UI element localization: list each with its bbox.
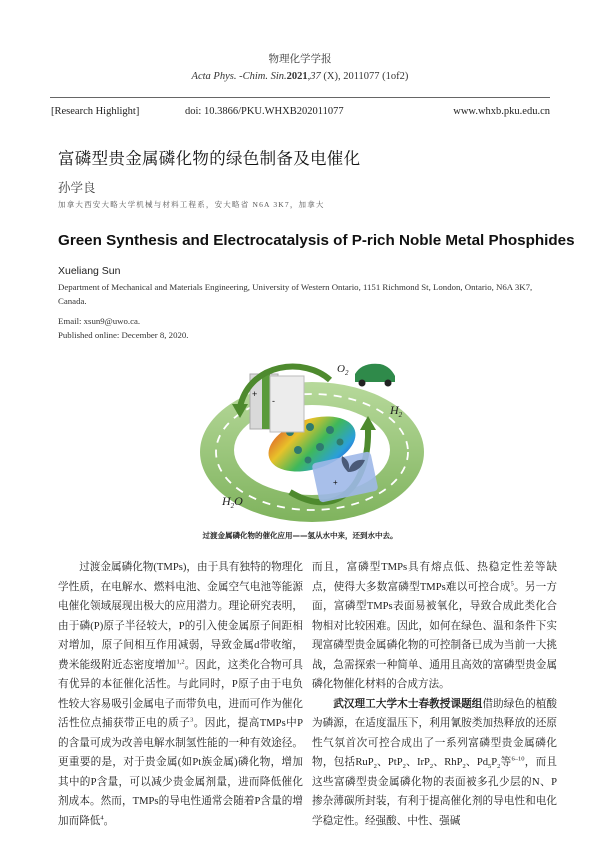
label-o2: $O_2$ xyxy=(337,363,349,377)
journal-volume: 37 xyxy=(310,71,321,82)
panel-plus-sign: + xyxy=(333,478,338,487)
article-type: [Research Highlight] xyxy=(51,106,140,117)
title-cn: 富磷型贵金属磷化物的绿色制备及电催化 xyxy=(58,149,361,168)
graphical-figure xyxy=(190,352,430,527)
body-column-left xyxy=(58,558,303,831)
capacitor-green xyxy=(262,374,270,429)
journal-issue-pages: (X), 2011077 (1of2) xyxy=(320,71,409,82)
header-divider xyxy=(50,97,550,98)
figure-caption: 过渡金属磷化物的催化应用——氢从水中来，还到水中去。 xyxy=(202,531,398,540)
label-h2: $H_2$ xyxy=(390,403,403,419)
capacitor-minus-sign: - xyxy=(272,396,275,406)
research-group: 武汉理工大学木士春教授课题组 xyxy=(333,698,483,710)
capacitor-front xyxy=(270,376,304,432)
journal-citation: Acta Phys. -Chim. Sin.2021,37 (X), 2011077 (1of2) xyxy=(191,71,409,82)
title-en: Green Synthesis and Electrocatalysis of P-rich Noble Metal Phosphides xyxy=(58,232,575,249)
paragraph: 武汉理工大学木士春教授课题组借助绿色的植酸为磷源，在适度温压下，利用氰胺类加热释放的还原性气氛首次可控合成出了一系列富磷型贵金属磷化物，包括RuP$_2$、PtP$_2$、IrP$_2$、RhP$_2$、$Pd_5P_2$等$^{6-10}$，而且这些富磷型贵金属磷化物的表面被多孔少层的N、P掺杂薄碳所封装，有利于提高催化剂的导电性和电化学稳定性。经强酸、中性、强碱 xyxy=(312,698,558,827)
figure-illustration xyxy=(190,352,430,527)
label-h2o: $H_2O$ xyxy=(222,494,243,510)
paragraph: 而且，富磷型TMPs具有熔点低、热稳定性差等缺点，使得大多数富磷型TMPs难以可控合成$^5$。另一方面，富磷型TMPs表面易被氧化，导致合成此类化合物相对比较困难。因此，如何在绿色、温和条件下实现富磷型贵金属磷化物的可控制备已成为当前一大挑战，急需探索一种简单、通用且高效的富磷型贵金属磷化物催化材料的合成方法。 xyxy=(312,562,558,690)
published-date: Published online: December 8, 2020. xyxy=(58,330,189,340)
author-cn: 孙学良 xyxy=(58,181,96,195)
car-icon xyxy=(355,364,395,382)
paragraph: 过渡金属磷化物(TMPs)，由于具有独特的物理化学性质，在电解水、燃料电池、金属空气电池等能源电催化领域展现出极大的应用潜力。理论研究表明，由于磷(P)原子半径较大，P的引入使金属原子间距相对增加，原子间相互作用减弱，导致金属d带收缩，费米能级附近态密度增加$^{1,2}$。因此，这类化合物可具有优异的本征催化活性。与此同时，P原子由于电负性较大容易吸引金属电子而带负电，进而可作为催化活性位点捕获带正电的质子$^3$。因此，提高TMPs中P的含量可成为改善电解水制氢性能的一种有效途径。更重要的是，对于贵金属(如Pt族金属)磷化物，增加其中的P含量，可以减少贵金属剂量，进而降低催化剂成本。然而，TMPs的导电性通常会随着P含量的增加而降低$^4$。 xyxy=(58,562,304,827)
capacitor-plus-sign: + xyxy=(252,389,258,399)
email-link[interactable]: Email: xsun9@uwo.ca. xyxy=(58,316,141,326)
doi-link[interactable]: doi: 10.3866/PKU.WHXB202011077 xyxy=(185,106,344,117)
journal-abbrev: Acta Phys. -Chim. Sin. xyxy=(191,71,287,82)
affiliation-en: Department of Mechanical and Materials Engineering, University of Western Ontario, 1151 Richmond St, London, Ontario, N6A 3K7, Canada. xyxy=(58,282,533,306)
journal-year: 2021 xyxy=(286,71,308,82)
journal-name-cn: 物理化学学报 xyxy=(268,54,332,65)
affiliation-cn: 加拿大西安大略大学机械与材料工程系，安大略省 N6A 3K7，加拿大 xyxy=(58,200,325,209)
body-column-right xyxy=(312,558,557,831)
author-en: Xueliang Sun xyxy=(58,265,121,277)
website-link[interactable]: www.whxb.pku.edu.cn xyxy=(453,106,550,117)
